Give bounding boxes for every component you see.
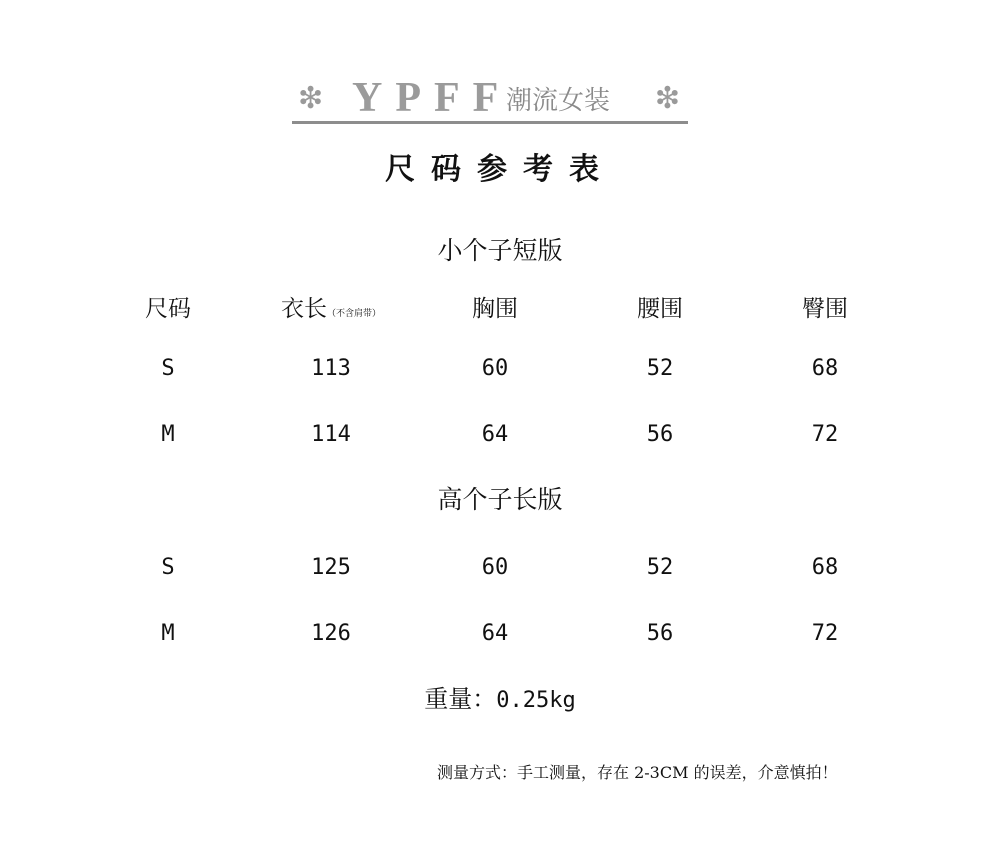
size-cell: M [161,422,175,447]
brand-name: YPFF [352,75,512,121]
brand-subtitle: 潮流女装 [506,86,611,116]
size-cell: S [161,555,175,580]
size-cell: M [161,621,175,646]
section-title-long: 高个子长版 [437,485,563,514]
snowflake-icon: ❇ [298,81,324,116]
chest-cell: 64 [481,621,509,646]
brand-underline [292,121,688,124]
header-length-label: 衣长 [280,296,327,322]
measurement-note: 测量方式：手工测量，存在 2-3CM 的误差，介意慎拍！ [437,763,838,782]
weight-label: 重量： [424,685,497,713]
waist-cell: 52 [646,555,674,580]
hip-cell: 72 [811,621,839,646]
header-hip: 臀围 [802,296,848,322]
page-title: 尺码参考表 [385,152,615,187]
chest-cell: 60 [481,555,509,580]
header-size: 尺码 [145,296,191,322]
length-cell: 114 [311,422,351,447]
waist-cell: 56 [646,621,674,646]
waist-cell: 56 [646,422,674,447]
length-cell: 126 [311,621,351,646]
hip-cell: 72 [811,422,839,447]
length-cell: 125 [311,555,351,580]
header-length-note: （不含肩带） [326,309,381,319]
brand-banner [292,74,688,124]
weight-line [0,684,1000,716]
chest-cell: 60 [481,356,509,381]
size-cell: S [161,356,175,381]
header-chest: 胸围 [472,296,518,322]
length-cell: 113 [311,356,351,381]
hip-cell: 68 [811,555,839,580]
header-waist: 腰围 [637,296,683,322]
section-title-short: 小个子短版 [437,236,563,265]
hip-cell: 68 [811,356,839,381]
snowflake-icon: ❇ [654,81,680,116]
chest-cell: 64 [481,422,509,447]
waist-cell: 52 [646,356,674,381]
header-length [251,294,411,329]
weight-value: 0.25kg [496,688,576,713]
